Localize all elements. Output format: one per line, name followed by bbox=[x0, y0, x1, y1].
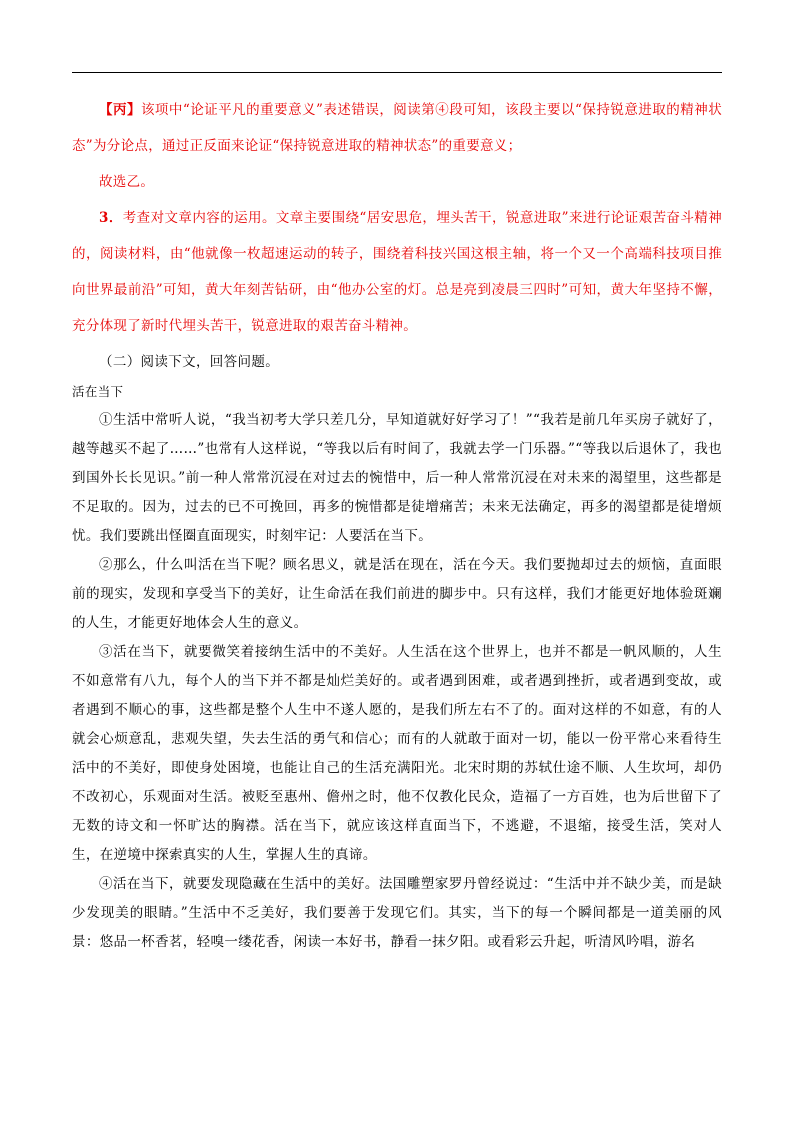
bing-bracket: 【丙】 bbox=[99, 102, 141, 118]
analysis-question-3 bbox=[72, 200, 722, 344]
section-heading: （二）阅读下文，回答问题。 bbox=[99, 354, 280, 370]
paragraph-2: ②那么，什么叫活在当下呢？顾名思义，就是活在现在，活在今天。我们要抛却过去的烦恼，直面眼前的现实，发现和享受当下的美好，让生命活在我们前进的脚步中。只有这样，我们才能更好地体验斑斓的人生，才能更好地体会人生的意义。 bbox=[72, 557, 722, 631]
q3-text: 考查对文章内容的运用。文章主要围绕“居安思危，埋头苦干，锐意进取”来进行论证艰苦奋斗精神的，阅读材料，由“他就像一枚超速运动的转子，围绕着科技兴国这根主轴，将一个又一个高端科技项目推向世界最前沿”可知，黄大年刻苦钻研，由“他办公室的灯。总是亮到凌晨三四时”可知，黄大年坚持不懈，充分体现了新时代埋头苦干，锐意进取的艰苦奋斗精神。 bbox=[72, 210, 722, 334]
article-title: 活在当下 bbox=[72, 384, 124, 399]
paragraph-1: ①生活中常听人说，“我当初考大学只差几分，早知道就好好学习了！”“我若是前几年买房子就好了，越等越买不起了……”也常有人这样说，“等我以后有时间了，我就去学一门乐器。”“等我以后退休了，我也到国外长长见识。”前一种人常常沉浸在对过去的惋惜中，后一种人常常沉浸在对未来的渴望里，这些都是不足取的。因为，过去的已不可挽回，再多的惋惜都是徒增痛苦；未来无法确定，再多的渴望都是徒增烦忧。我们要跳出怪圈直面现实，时刻牢记：人要活在当下。 bbox=[72, 412, 722, 544]
paragraph-4: ④活在当下，就要发现隐藏在生活中的美好。法国雕塑家罗丹曾经说过：“生活中并不缺少美，而是缺少发现美的眼睛。”生活中不乏美好，我们要善于发现它们。其实，当下的每一个瞬间都是一道美丽的风景：悠品一杯香茗，轻嗅一缕花香，闲读一本好书，静看一抹夕阳。或看彩云升起，听清风吟唱，游名 bbox=[72, 876, 722, 950]
reading-passage bbox=[72, 348, 722, 957]
paragraph-3: ③活在当下，就要微笑着接纳生活中的不美好。人生活在这个世界上，也并不都是一帆风顺的，人生不如意常有八九，每个人的当下并不都是灿烂美好的。或者遇到困难，或者遇到挫折，或者遇到变故，或者遇到不顺心的事，这些都是整个人生中不遂人愿的，是我们所左右不了的。面对这样的不如意，有的人就会心烦意乱，悲观失望，失去生活的勇气和信心；而有的人就敢于面对一切，能以一份平常心来看待生活中的不美好，即使身处困境，也能让自己的生活充满阳光。北宋时期的苏轼仕途不顺、人生坎坷，却仍不改初心，乐观面对生活。被贬至惠州、儋州之时，他不仅教化民众，造福了一方百姓，也为后世留下了无数的诗文和一怀旷达的胸襟。活在当下，就应该这样直面当下，不逃避，不退缩，接受生活，笑对人生，在逆境中探索真实的人生，掌握人生的真谛。 bbox=[72, 644, 722, 863]
analysis-bing bbox=[72, 92, 722, 164]
analysis-conclusion: 故选乙。 bbox=[99, 174, 155, 190]
q3-number: 3． bbox=[99, 210, 123, 226]
answer-analysis bbox=[72, 92, 722, 344]
bing-text: 该项中“论证平凡的重要意义”表述错误，阅读第④段可知，该段主要以“保持锐意进取的精神状态”为分论点，通过正反面来论证“保持锐意进取的精神状态”的重要意义； bbox=[72, 102, 722, 154]
header-rule bbox=[72, 72, 722, 73]
